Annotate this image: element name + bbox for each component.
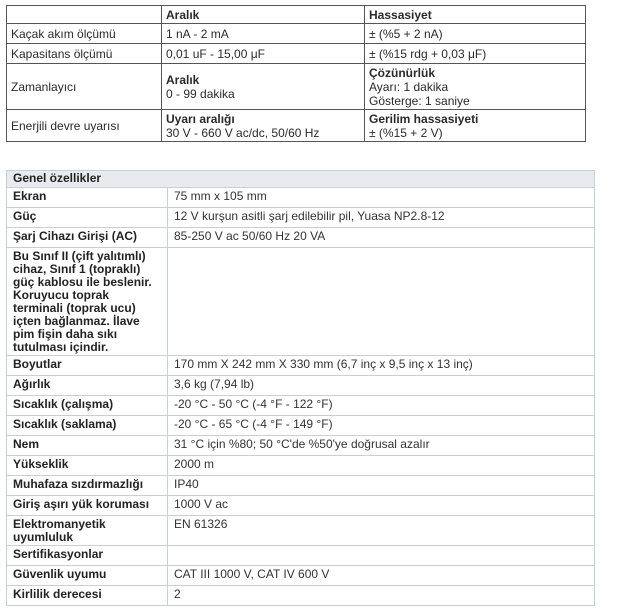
table-row [7,516,595,546]
spec-rows [7,188,595,606]
spec-key: Kirlilik derecesi [7,586,168,606]
spec-value: -20 °C - 50 °C (-4 °F - 122 °F) [168,396,595,416]
table-row [7,228,595,248]
measurements-header-row [7,6,586,24]
spec-value: 2 [168,586,595,606]
live-warning-accuracy-title: Gerilim hassasiyeti [369,111,479,126]
spec-value: 75 mm x 105 mm [168,188,595,208]
live-warning-accuracy-cell [365,110,586,142]
row-range: 1 nA - 2 mA [162,24,365,44]
table-row [7,436,595,456]
spec-value: 170 mm X 242 mm X 330 mm (6,7 inç x 9,5 inç x 13 inç) [168,356,595,376]
timer-range-title: Aralık [166,72,200,87]
table-row [7,44,586,64]
live-warning-range-title: Uyarı aralığı [166,111,235,126]
spec-value: 85-250 V ac 50/60 Hz 20 VA [168,228,595,248]
live-warning-range-cell [162,110,365,142]
table-row [7,496,595,516]
row-label: Kapasitans ölçümü [7,44,162,64]
spec-key: Güvenlik uyumu [7,566,168,586]
header-range: Aralık [162,6,365,24]
spec-key: Ekran [7,188,168,208]
table-row [7,456,595,476]
general-specs-title: Genel özellikler [7,171,595,188]
table-row [7,188,595,208]
timer-label: Zamanlayıcı [7,64,162,110]
table-row [7,208,595,228]
spec-value: CAT III 1000 V, CAT IV 600 V [168,566,595,586]
spec-value: 2000 m [168,456,595,476]
spec-value: 3,6 kg (7,94 lb) [168,376,595,396]
table-row [7,396,595,416]
timer-range-cell [162,64,365,110]
spec-value: IP40 [168,476,595,496]
spec-value: 1000 V ac [168,496,595,516]
spec-value [168,248,595,356]
spec-key: Elektromanyetik uyumluluk [7,516,168,546]
spec-key: Bu Sınıf II (çift yalıtımlı) cihaz, Sınıf 1 (topraklı) güç kablosu ile beslenir. Koruyucu toprak terminali (toprak ucu) içten bağlanmaz. İlave pim fişin daha sıkı tutulması içindir. [7,248,168,356]
header-blank [7,6,162,24]
timer-resolution-title: Çözünürlük [369,65,435,80]
spec-key: Boyutlar [7,356,168,376]
general-specs-title-row [7,171,595,188]
row-range: 0,01 uF - 15,00 μF [162,44,365,64]
table-row [7,476,595,496]
timer-row [7,64,586,110]
table-row [7,566,595,586]
row-accuracy: ± (%5 + 2 nA) [365,24,586,44]
spec-key: Nem [7,436,168,456]
table-row [7,416,595,436]
live-warning-row [7,110,586,142]
row-label: Kaçak akım ölçümü [7,24,162,44]
timer-range-value: 0 - 99 dakika [166,86,235,101]
spec-key: Muhafaza sızdırmazlığı [7,476,168,496]
measurements-table [6,5,586,142]
spec-value: 31 °C için %80; 50 °C'de %50'ye doğrusal azalır [168,436,595,456]
table-row [7,376,595,396]
spec-key: Ağırlık [7,376,168,396]
row-accuracy: ± (%15 rdg + 0,03 μF) [365,44,586,64]
spec-value: 12 V kurşun asitli şarj edilebilir pil, Yuasa NP2.8-12 [168,208,595,228]
spec-value [168,546,595,566]
spec-key: Sıcaklık (saklama) [7,416,168,436]
timer-resolution-display: Gösterge: 1 saniye [369,93,470,108]
spec-key: Yükseklik [7,456,168,476]
spec-key: Şarj Cihazı Girişi (AC) [7,228,168,248]
general-specs-table [6,170,595,606]
spec-key: Sertifikasyonlar [7,546,168,566]
table-row [7,546,595,566]
table-row [7,248,595,356]
table-row [7,24,586,44]
live-warning-label: Enerjili devre uyarısı [7,110,162,142]
table-row [7,356,595,376]
spec-value: -20 °C - 65 °C (-4 °F - 149 °F) [168,416,595,436]
live-warning-range-value: 30 V - 660 V ac/dc, 50/60 Hz [166,125,320,140]
table-row [7,586,595,606]
spec-key: Sıcaklık (çalışma) [7,396,168,416]
spec-key: Giriş aşırı yük koruması [7,496,168,516]
header-accuracy: Hassasiyet [365,6,586,24]
timer-resolution-cell [365,64,586,110]
timer-resolution-set: Ayarı: 1 dakika [369,79,449,94]
spec-value: EN 61326 [168,516,595,546]
spec-key: Güç [7,208,168,228]
live-warning-accuracy-value: ± (%15 + 2 V) [369,125,443,140]
